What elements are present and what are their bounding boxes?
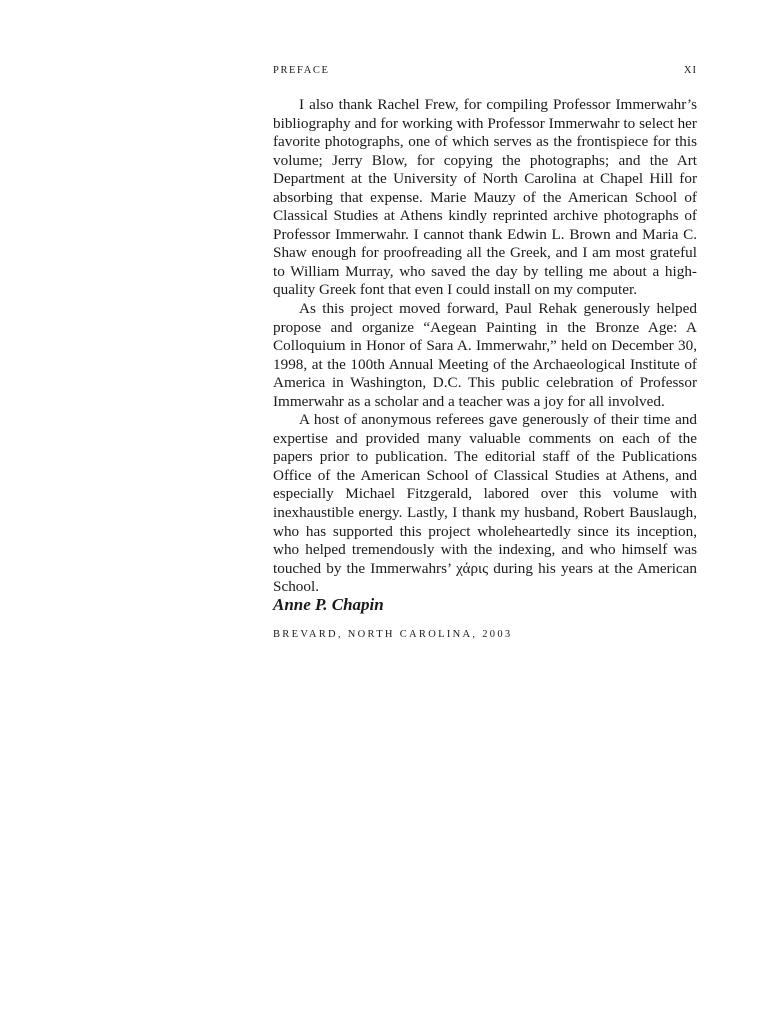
paragraph-referees: A host of anonymous referees gave generously of their time and expertise and provided many valuable comments on each of the papers prior to publication. The editorial staff of the Publications Office of the American School of Classical Studies at Athens, and especially Michael Fitzgerald, labored over this volume with inexhaustible energy. Lastly, I thank my husband, Robert Bauslaugh, who has supported this project wholeheartedly since its inception, who helped tremendously with the indexing, and who himself was touched by the Immerwahrs’ χάρις during his years at the American School. xyxy=(273,411,697,596)
paragraph-colloquium: As this project moved forward, Paul Rehak generously helped propose and organize “Aegean Painting in the Bronze Age: A Colloquium in Honor of Sara A. Immerwahr,” held on December 30, 1998, at the 100th Annual Meeting of the Archaeological Institute of America in Washington, D.C. This public celebration of Professor Immerwahr as a scholar and a teacher was a joy for all involved. xyxy=(273,300,697,410)
section-title: PREFACE xyxy=(273,65,330,76)
place-date: BREVARD, NORTH CAROLINA, 2003 xyxy=(273,629,513,640)
running-head xyxy=(273,64,697,78)
author-signature: Anne P. Chapin xyxy=(273,595,384,614)
page-number: XI xyxy=(683,65,697,76)
paragraph-acknowledgments: I also thank Rachel Frew, for compiling Professor Immerwahr’s bibliography and for working with Professor Immerwahr to select her favorite photographs, one of which serves as the frontispiece for this volume; Jerry Blow, for copying the photographs; and the Art Department at the University of North Carolina at Chapel Hill for absorbing that expense. Marie Mauzy of the American School of Classical Studies at Athens kindly reprinted archive photographs of Professor Immerwahr. I cannot thank Edwin L. Brown and Maria C. Shaw enough for proofreading all the Greek, and I am most grateful to William Murray, who saved the day by telling me about a high-quality Greek font that even I could install on my computer. xyxy=(273,96,697,299)
preface-body xyxy=(273,96,697,597)
